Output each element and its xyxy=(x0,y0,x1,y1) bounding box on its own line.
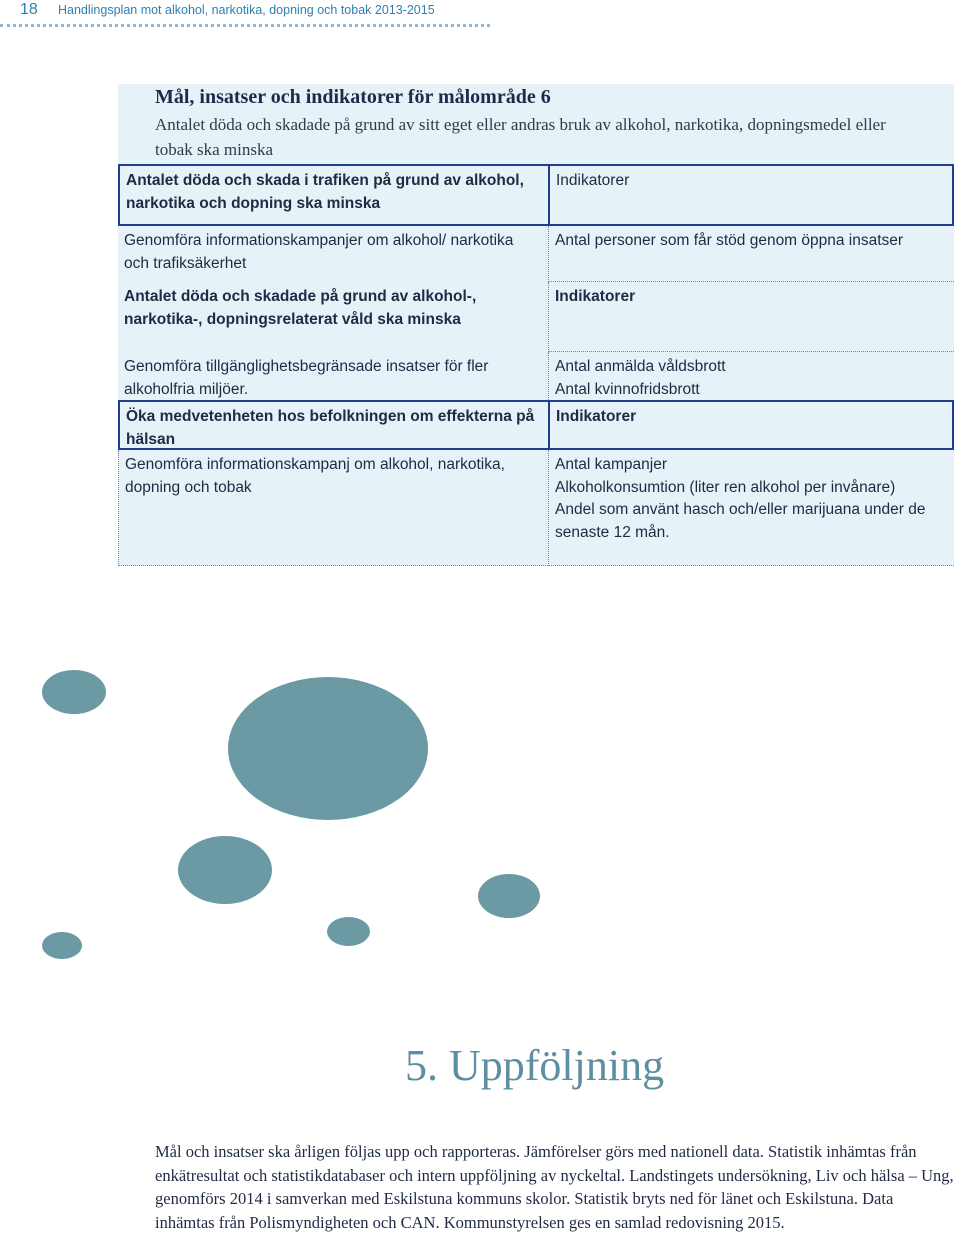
table-action-3: Genomföra informationskampanj om alkohol, narkotika, dopning och tobak xyxy=(118,450,548,566)
table-action-2: Genomföra tillgänglighetsbegränsade insatser för fler alkoholfria miljöer. xyxy=(124,358,489,398)
indicator-item: Andel som använt hasch och/eller marijuana under de senaste 12 mån. xyxy=(555,501,926,541)
page-number: 18 xyxy=(20,1,38,18)
decorative-bubble xyxy=(178,836,272,904)
table-goal-3: Öka medvetenheten hos befolkningen om effekterna på hälsan xyxy=(118,400,548,450)
goal-table xyxy=(118,164,954,566)
table-indicator-header-1: Indikatorer xyxy=(548,164,954,226)
running-header xyxy=(0,0,490,27)
table-goal-1: Antalet döda och skada i trafiken på grund av alkohol, narkotika och dopning ska minska xyxy=(118,164,548,226)
indicator-item: Alkoholkonsumtion (liter ren alkohol per invånare) xyxy=(555,478,896,496)
table-action-1: Genomföra informationskampanjer om alkohol/ narkotika och trafiksäkerhet xyxy=(124,232,514,272)
decorative-bubble xyxy=(327,917,370,946)
table-indicators-3 xyxy=(548,450,954,566)
running-title: Handlingsplan mot alkohol, narkotika, dopning och tobak 2013-2015 xyxy=(58,3,435,17)
decorative-bubble xyxy=(42,932,82,959)
section-title: 5. Uppföljning xyxy=(405,1041,665,1090)
table-indicator-header-3: Indikatorer xyxy=(548,400,954,450)
section-body: Mål och insatser ska årligen följas upp och rapporteras. Jämförelser görs med nationell data. Statistik inhämtas från enkätresultat och statistikdatabaser och intern uppföljning av nyckeltal. Landstingets undersökning, Liv och hälsa – Ung, genomförs 2014 i samverkan med Eskilstuna kommuns skolor. Statistik bryts ned för länet och Eskilstuna. Data inhämtas från Polismyndigheten och CAN. Kommunstyrelsen ges en samlad redovisning 2015. xyxy=(155,1142,954,1232)
goal-subtitle: Antalet döda och skadade på grund av sitt eget eller andras bruk av alkohol, narkotika, dopningsmedel eller tobak ska minska xyxy=(155,115,886,159)
decorative-bubble xyxy=(478,874,540,918)
indicator-item: Antal anmälda våldsbrott xyxy=(555,358,726,375)
indicator-item: Antal personer som får stöd genom öppna insatser xyxy=(555,232,904,249)
indicator-item: Antal kvinnofridsbrott xyxy=(555,380,700,398)
table-indicators-2 xyxy=(548,352,954,400)
table-indicators-1 xyxy=(548,226,954,282)
goal-heading: Mål, insatser och indikatorer för målområde 6 xyxy=(155,86,551,108)
table-goal-2: Antalet döda och skadade på grund av alkohol-, narkotika-, dopningsrelaterat våld ska minska xyxy=(124,288,477,328)
decorative-bubble xyxy=(228,677,428,820)
decorative-bubble xyxy=(42,670,106,714)
indicator-item: Antal kampanjer xyxy=(555,456,668,473)
table-indicator-header-2: Indikatorer xyxy=(548,282,954,352)
